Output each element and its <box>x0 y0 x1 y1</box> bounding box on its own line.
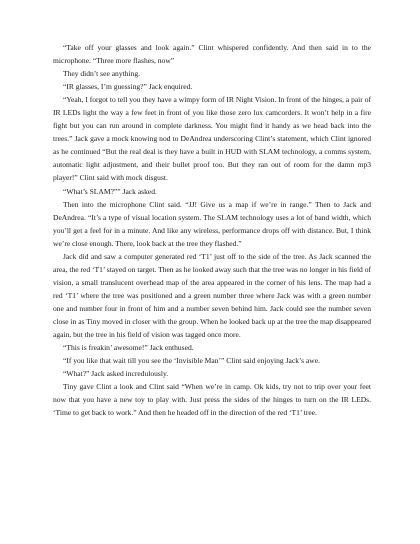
paragraph: “This is freakin’ awesome!” Jack enthused. <box>63 343 194 353</box>
paragraph: “What?” Jack asked incredulously. <box>63 369 169 379</box>
paragraph: Then into the microphone Clint said. “JJ! Give us a map if we’re in range.” Then to Jack and DeAndrea. “It’s a type of visual location system. The SLAM technology uses a lot of band width, which you’ll get a feel for in a minute. And like any wireless, performance drops off with distance. But, I think we’re close enough. There, look back at the tree they flashed.” <box>53 199 371 248</box>
body-text <box>53 41 371 419</box>
paragraph: “What’s SLAM?”” Jack asked. <box>63 186 157 196</box>
paragraph: “If you like that wait till you see the ‘Invisible Man’” Clint said enjoying Jack’s awe. <box>63 356 320 366</box>
paragraph: They didn’t see anything. <box>63 69 140 79</box>
paragraph: “IR glasses, I’m guessing?” Jack enquired. <box>63 82 193 92</box>
paragraph: “Yeah, I forgot to tell you they have a wimpy form of IR Night Vision. In front of the hinges, a pair of IR LEDs light the way a few feet in front of you like those zero lux camcorders. It won’t help in a fire fight but you can run around in complete darkness. You might find it handy as we head back into the trees.” Jack gave a mock knowing nod to DeAndrea underscoring Clint’s statement, which Clint ignored as he continued “But the real deal is they have a built in HUD with SLAM technology, a comms system, automatic light adjustment, and their bullet proof too. But they ran out of room for the damn mp3 player!” Clint said with mock disgust. <box>53 95 371 183</box>
paragraph: Tiny gave Clint a look and Clint said “When we’re in camp. Ok kids, try not to trip over your feet now that you have a new toy to play with. Just press the sides of the hinges to turn on the IR LEDs. ‘Time to get back to work.” And then he headed off in the direction of the red ‘T1’ tree. <box>53 382 371 418</box>
paragraph: “Take off your glasses and look again.” Clint whispered confidently. And then said in to the microphone. “Three more flashes, now” <box>53 43 371 66</box>
paragraph: Jack did and saw a computer generated red ‘T1’ just off to the side of the tree. As Jack scanned the area, the red ‘T1’ stayed on target. Then as he looked away such that the tree was no longer in his field of vision, a small translucent overhead map of the area appeared in the corner of his lens. The map had a red ‘T1’ where the tree was positioned and a green number three where Jack was with a green number one and number four in front of him and a number seven behind him. Jack could see the number seven close in as Tiny moved in closer with the group. When he looked back up at the tree the map disappeared again, but the tree in his field of vision was tagged once more. <box>53 251 371 340</box>
